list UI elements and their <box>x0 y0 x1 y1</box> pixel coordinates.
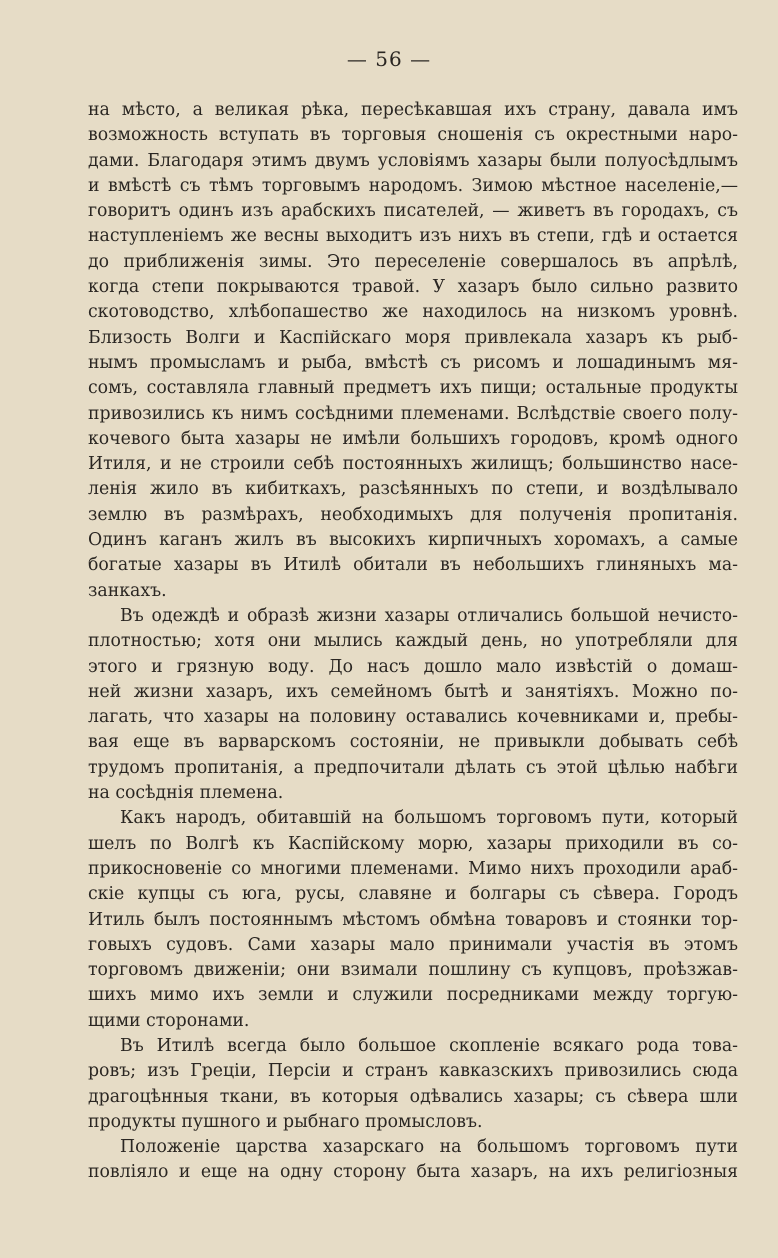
text-line: занкахъ. <box>88 580 167 601</box>
text-line: нымъ промысламъ и рыба, вмѣстѣ съ рисомъ и лошадинымъ мя- <box>88 352 738 373</box>
text-line: ровъ; изъ Греціи, Персіи и странъ кавказскихъ привозились сюда <box>88 1061 738 1082</box>
text-line: скіе купцы съ юга, русы, славяне и болгары съ сѣвера. Городъ <box>88 884 738 905</box>
text-line: ней жизни хазаръ, ихъ семейномъ бытѣ и занятіяхъ. Можно по- <box>88 681 738 702</box>
text-line: повліяло и еще на одну сторону быта хазаръ, на ихъ религіозныя <box>88 1162 738 1183</box>
text-line: и вмѣстѣ съ тѣмъ торговымъ народомъ. Зимою мѣстное населеніе,— <box>88 175 738 196</box>
text-line: говоритъ одинъ изъ арабскихъ писателей, — живетъ въ городахъ, съ <box>88 201 738 222</box>
text-line: ленія жило въ кибиткахъ, разсѣянныхъ по степи, и воздѣлывало <box>88 479 738 500</box>
text-line: до приближенія зимы. Это переселеніе совершалось въ апрѣлѣ, <box>88 251 738 272</box>
text-line: богатые хазары въ Итилѣ обитали въ небольшихъ глиняныхъ ма- <box>88 555 738 576</box>
text-line: Одинъ каганъ жилъ въ высокихъ кирпичныхъ хоромахъ, а самые <box>88 530 738 551</box>
text-line: возможность вступать въ торговыя сношенія съ окрестными наро- <box>88 125 738 146</box>
text-line: шихъ мимо ихъ земли и служили посредниками между торгую- <box>88 985 738 1006</box>
text-line: вая еще въ варварскомъ состояніи, не привыкли добывать себѣ <box>88 732 738 753</box>
text-line: скотоводство, хлѣбопашество же находилось на низкомъ уровнѣ. <box>88 302 738 323</box>
text-line: говыхъ судовъ. Сами хазары мало принимали участія въ этомъ <box>88 934 738 955</box>
text-line: плотностью; хотя они мылись каждый день, но употребляли для <box>88 631 738 652</box>
text-line: торговомъ движеніи; они взимали пошлину съ купцовъ, проѣзжав- <box>88 960 738 981</box>
body-text <box>88 98 738 1186</box>
text-line: привозились къ нимъ сосѣдними племенами. Вслѣдствіе своего полу- <box>88 403 738 424</box>
text-line: Итиля, и не строили себѣ постоянныхъ жилищъ; большинство насе- <box>88 454 738 475</box>
text-line: щими сторонами. <box>88 1010 250 1031</box>
text-line: Положеніе царства хазарскаго на большомъ торговомъ пути <box>120 1137 738 1158</box>
page-number: — 56 — <box>346 47 432 71</box>
text-line: продукты пушного и рыбнаго промысловъ. <box>88 1111 483 1132</box>
text-line: лагать, что хазары на половину оставались кочевниками и, пребы- <box>88 707 738 728</box>
text-line: Какъ народъ, обитавшій на большомъ торговомъ пути, который <box>120 808 738 829</box>
text-line: Итиль былъ постояннымъ мѣстомъ обмѣна товаровъ и стоянки тор- <box>88 909 738 930</box>
text-line: Въ Итилѣ всегда было большое скопленіе всякаго рода това- <box>120 1035 738 1056</box>
text-line: кочевого быта хазары не имѣли большихъ городовъ, кромѣ одного <box>88 428 738 449</box>
text-line: прикосновеніе со многими племенами. Мимо нихъ проходили араб- <box>88 858 738 879</box>
text-line: на мѣсто, а великая рѣка, пересѣкавшая ихъ страну, давала имъ <box>88 100 738 120</box>
text-line: Близость Волги и Каспійскаго моря привлекала хазаръ къ рыб- <box>88 327 738 348</box>
text-line: Въ одеждѣ и образѣ жизни хазары отличались большой нечисто- <box>120 605 738 626</box>
text-line: сомъ, составляла главный предметъ ихъ пищи; остальные продукты <box>88 378 738 399</box>
text-line: наступленіемъ же весны выходитъ изъ нихъ въ степи, гдѣ и остается <box>88 226 738 247</box>
text-line: дами. Благодаря этимъ двумъ условіямъ хазары были полуосѣдлымъ <box>88 150 738 171</box>
text-line: трудомъ пропитанія, а предпочитали дѣлать съ этой цѣлью набѣги <box>88 757 738 778</box>
text-line: драгоцѣнныя ткани, въ которыя одѣвались хазары; съ сѣвера шли <box>88 1086 738 1107</box>
text-line: этого и грязную воду. До насъ дошло мало извѣстій о домаш- <box>88 656 738 677</box>
text-line: землю въ размѣрахъ, необходимыхъ для полученія пропитанія. <box>88 504 738 525</box>
text-line: когда степи покрываются травой. У хазаръ было сильно развито <box>88 277 738 298</box>
text-line: шелъ по Волгѣ къ Каспійскому морю, хазары приходили въ со- <box>88 833 738 854</box>
text-line: на сосѣднія племена. <box>88 783 284 804</box>
